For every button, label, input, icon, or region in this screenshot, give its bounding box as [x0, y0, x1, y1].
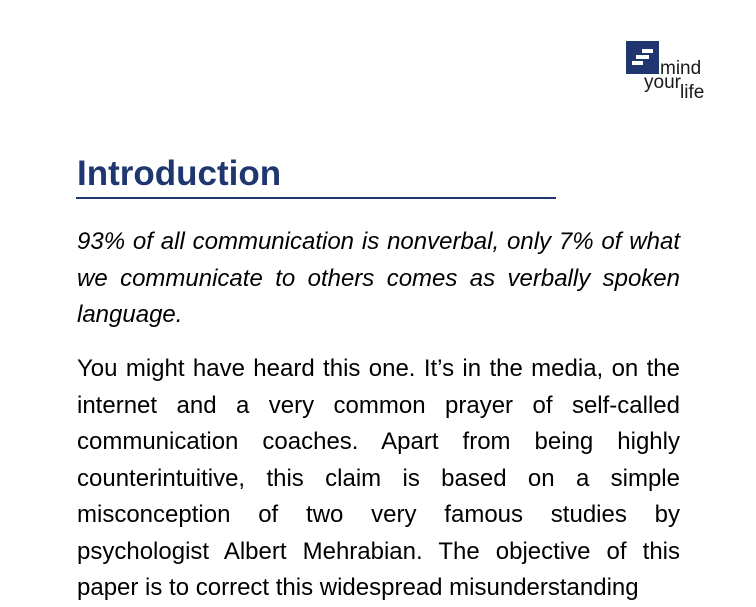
- mind-your-life-logo: [624, 41, 724, 103]
- logo-word-mind: mind: [660, 58, 702, 79]
- logo-word-life: life: [680, 82, 705, 103]
- logo-mark-icon: [626, 41, 659, 74]
- logo-mark-stripe: [632, 61, 643, 65]
- section-heading: Introduction: [77, 154, 282, 193]
- heading-underline: [76, 197, 556, 199]
- logo-word-your: your: [644, 72, 681, 93]
- logo-mark-stripe: [642, 49, 653, 53]
- body-paragraph: You might have heard this one. It’s in the media, on the internet and a very common prayer of self-called communication coaches. Apart from being highly counterintuitive, this claim is based on a simple misconception of two very famous studies by psychologist Albert Mehrabian. The objective of this paper is to correct this widespread misunderstanding: [77, 355, 680, 601]
- logo-mark-stripe: [636, 55, 649, 59]
- intro-quote: 93% of all communication is nonverbal, only 7% of what we communicate to others comes as verbally spoken language.: [77, 228, 680, 328]
